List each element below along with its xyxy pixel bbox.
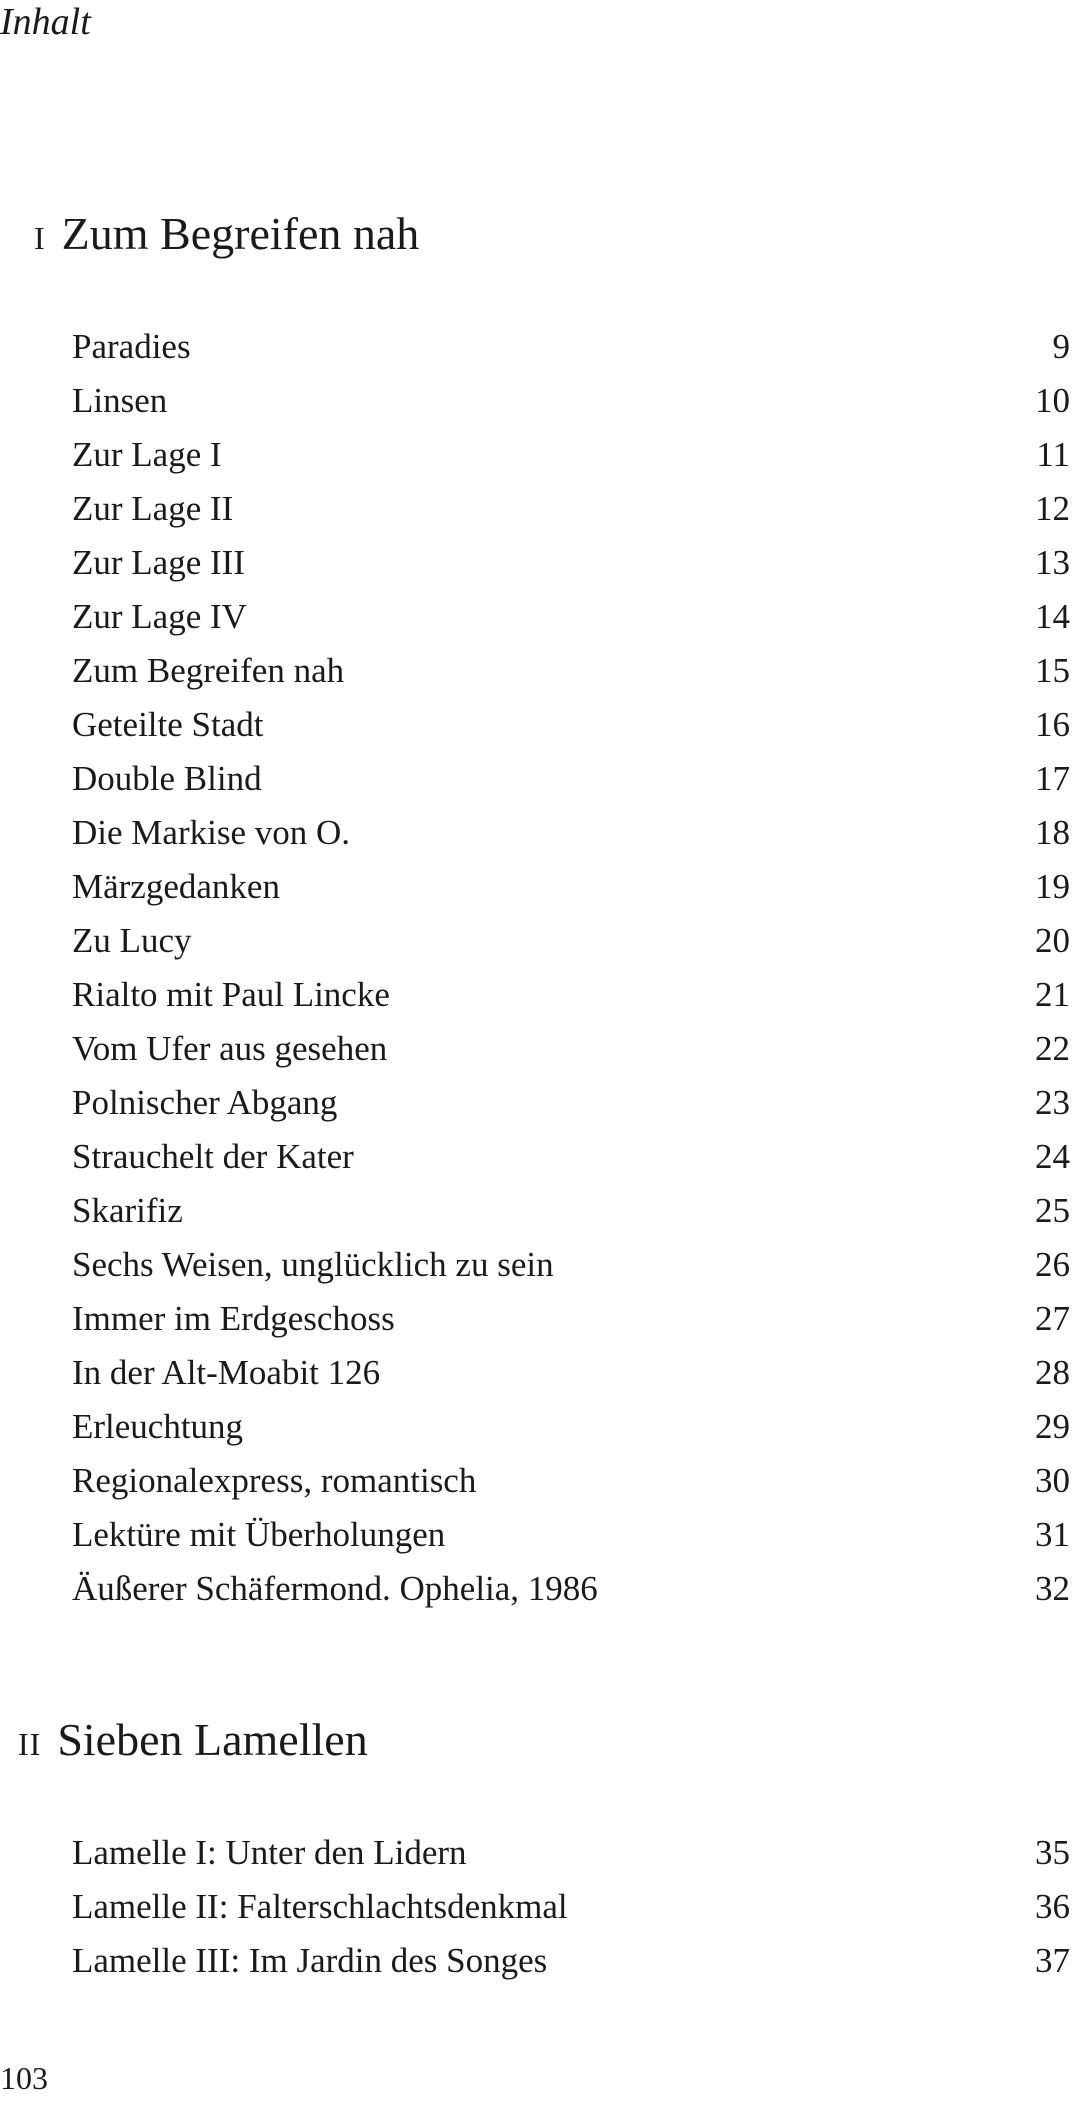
toc-entry-page: 18 <box>1035 813 1070 852</box>
toc-entry-page: 30 <box>1035 1461 1070 1500</box>
running-head: Inhalt <box>0 1 91 43</box>
toc-entry-title: Linsen <box>72 381 168 420</box>
toc-entry <box>72 968 1070 1022</box>
toc-entry <box>72 1562 1070 1616</box>
toc-entry-title: Zur Lage II <box>72 489 234 528</box>
toc-entry-page: 37 <box>1035 1941 1070 1980</box>
toc-entry <box>72 374 1070 428</box>
toc-entry-page: 16 <box>1035 705 1070 744</box>
toc-entry <box>72 752 1070 806</box>
toc-entry-page: 11 <box>1036 435 1070 474</box>
toc-entry-title: Zur Lage IV <box>72 597 247 636</box>
toc-entry-page: 29 <box>1035 1407 1070 1446</box>
toc-entry-title: Zum Begreifen nah <box>72 651 345 690</box>
toc-entry-title: Lamelle I: Unter den Lidern <box>72 1833 467 1872</box>
toc-entry-title: Polnischer Abgang <box>72 1083 338 1122</box>
toc-entry <box>72 536 1070 590</box>
toc-entry-title: Vom Ufer aus gesehen <box>72 1029 388 1068</box>
toc-entry <box>72 320 1070 374</box>
toc-entry-page: 36 <box>1035 1887 1070 1926</box>
toc-entry <box>72 860 1070 914</box>
toc-entry <box>72 482 1070 536</box>
toc-entry-page: 10 <box>1035 381 1070 420</box>
toc-entry <box>72 698 1070 752</box>
section-2-numeral: ii <box>18 1714 42 1765</box>
toc-entry-title: Lektüre mit Überholungen <box>72 1515 446 1554</box>
section-2-title: Sieben Lamellen <box>57 1714 368 1765</box>
toc-entry-page: 12 <box>1035 489 1070 528</box>
toc-entry <box>72 1130 1070 1184</box>
toc-entry <box>72 1076 1070 1130</box>
toc-entry <box>72 1346 1070 1400</box>
toc-entry-page: 22 <box>1035 1029 1070 1068</box>
toc-entry-title: Lamelle II: Falterschlachtsdenkmal <box>72 1887 568 1926</box>
toc-entry <box>72 1184 1070 1238</box>
toc-entry <box>72 1238 1070 1292</box>
toc-entry-title: Die Markise von O. <box>72 813 351 852</box>
section-2-toc-list <box>72 1826 1070 1988</box>
toc-entry-title: Äußerer Schäfermond. Ophelia, 1986 <box>72 1569 598 1608</box>
toc-entry-page: 17 <box>1035 759 1070 798</box>
toc-entry-title: Paradies <box>72 327 191 366</box>
toc-entry <box>72 1454 1070 1508</box>
toc-entry <box>72 1934 1070 1988</box>
toc-entry-title: Zur Lage III <box>72 543 245 582</box>
toc-entry-title: Double Blind <box>72 759 262 798</box>
toc-entry-page: 15 <box>1035 651 1070 690</box>
toc-entry-page: 19 <box>1035 867 1070 906</box>
toc-entry <box>72 1400 1070 1454</box>
toc-entry <box>72 1022 1070 1076</box>
toc-entry <box>72 914 1070 968</box>
toc-entry-title: Erleuchtung <box>72 1407 244 1446</box>
toc-entry-title: Zu Lucy <box>72 921 192 960</box>
toc-entry-title: Rialto mit Paul Lincke <box>72 975 390 1014</box>
toc-entry <box>72 428 1070 482</box>
toc-entry-page: 14 <box>1035 597 1070 636</box>
toc-entry-page: 9 <box>1052 327 1070 366</box>
section-1-heading <box>34 206 419 262</box>
toc-entry-page: 27 <box>1035 1299 1070 1338</box>
toc-entry-page: 25 <box>1035 1191 1070 1230</box>
toc-entry-page: 20 <box>1035 921 1070 960</box>
toc-entry-page: 31 <box>1035 1515 1070 1554</box>
toc-entry-title: Zur Lage I <box>72 435 222 474</box>
toc-entry-title: Immer im Erdgeschoss <box>72 1299 395 1338</box>
toc-entry <box>72 590 1070 644</box>
toc-entry <box>72 1508 1070 1562</box>
toc-entry-page: 24 <box>1035 1137 1070 1176</box>
toc-entry-title: Regionalexpress, romantisch <box>72 1461 477 1500</box>
toc-entry-page: 35 <box>1035 1833 1070 1872</box>
toc-entry-title: Geteilte Stadt <box>72 705 264 744</box>
toc-entry-title: In der Alt-Moabit 126 <box>72 1353 381 1392</box>
toc-entry-page: 26 <box>1035 1245 1070 1284</box>
section-2-heading <box>18 1712 368 1768</box>
section-1-numeral: i <box>34 208 46 259</box>
toc-entry-title: Skarifiz <box>72 1191 183 1230</box>
toc-entry <box>72 1292 1070 1346</box>
toc-entry <box>72 806 1070 860</box>
toc-entry <box>72 1880 1070 1934</box>
toc-entry <box>72 1826 1070 1880</box>
toc-entry-page: 28 <box>1035 1353 1070 1392</box>
page-number: 103 <box>0 2060 48 2096</box>
section-1-toc-list <box>72 320 1070 1616</box>
toc-entry <box>72 644 1070 698</box>
section-1-title: Zum Begreifen nah <box>61 208 420 259</box>
toc-entry-title: Sechs Weisen, unglücklich zu sein <box>72 1245 554 1284</box>
toc-entry-title: Lamelle III: Im Jardin des Songes <box>72 1941 548 1980</box>
toc-entry-page: 21 <box>1035 975 1070 1014</box>
toc-entry-page: 13 <box>1035 543 1070 582</box>
toc-entry-page: 23 <box>1035 1083 1070 1122</box>
toc-entry-title: Strauchelt der Kater <box>72 1137 354 1176</box>
toc-entry-page: 32 <box>1035 1569 1070 1608</box>
toc-entry-title: Märzgedanken <box>72 867 280 906</box>
